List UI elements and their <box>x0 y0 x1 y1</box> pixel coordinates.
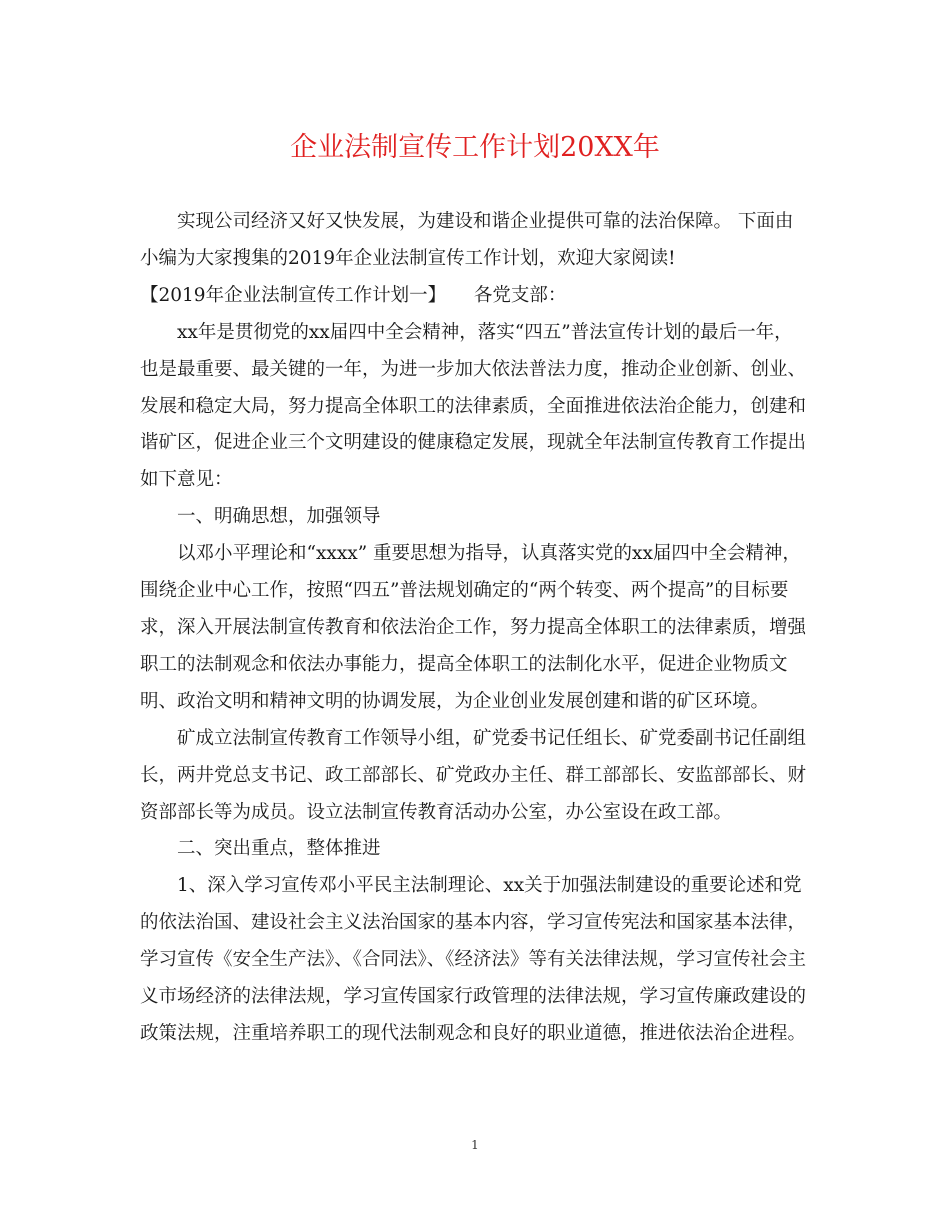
page-number: 1 <box>471 1138 479 1152</box>
document-body <box>140 204 808 1053</box>
paragraph-1: xx年是贯彻党的xx届四中全会精神，落实“四五”普法宣传计划的最后一年，也是最重要、最关键的一年，为进一步加大依法普法力度，推动企业创新、创业、发展和稳定大局，努力提高全体职工的法律素质，全面推进依法治企能力，创建和谐矿区，促进企业三个文明建设的健康稳定发展，现就全年法制宣传教育工作提出如下意见： <box>140 321 807 491</box>
paragraph-intro: 实现公司经济又好又快发展，为建设和谐企业提供可靠的法治保障。 下面由小编为大家搜集的2019年企业法制宣传工作计划，欢迎大家阅读! <box>140 211 794 269</box>
document-title: 企业法制宣传工作计划20XX年 <box>290 132 660 163</box>
plan-heading: 【2019年企业法制宣传工作计划一】 各党支部： <box>140 284 567 306</box>
paragraph-2: 以邓小平理论和“xxxx” 重要思想为指导，认真落实党的xx届四中全会精神，围绕企业中心工作，按照“四五”普法规划确定的“两个转变、两个提高”的目标要求，深入开展法制宣传教育和依法治企工作，努力提高全体职工的法律素质，增强职工的法制观念和依法办事能力，提高全体职工的法制化水平，促进企业物质文明、政治文明和精神文明的协调发展，为企业创业发展创建和谐的矿区环境。 <box>140 543 807 712</box>
paragraph-4: 1、深入学习宣传邓小平民主法制理论、xx关于加强法制建设的重要论述和党的依法治国、建设社会主义法治国家的基本内容，学习宣传宪法和国家基本法律，学习宣传《安全生产法》、《合同法》、《经济法》等有关法律法规，学习宣传社会主义市场经济的法律法规，学习宣传国家行政管理的法律法规，学习宣传廉政建设的政策法规，注重培养职工的现代法制观念和良好的职业道德，推进依法治企进程。 <box>140 875 807 1044</box>
section-heading-2: 二、突出重点，整体推进 <box>177 838 381 860</box>
section-heading-1: 一、明确思想，加强领导 <box>177 506 381 528</box>
paragraph-3: 矿成立法制宣传教育工作领导小组，矿党委书记任组长、矿党委副书记任副组长，两井党总支书记、政工部部长、矿党政办主任、群工部部长、安监部部长、财资部部长等为成员。设立法制宣传教育活动办公室，办公室设在政工部。 <box>140 727 807 823</box>
